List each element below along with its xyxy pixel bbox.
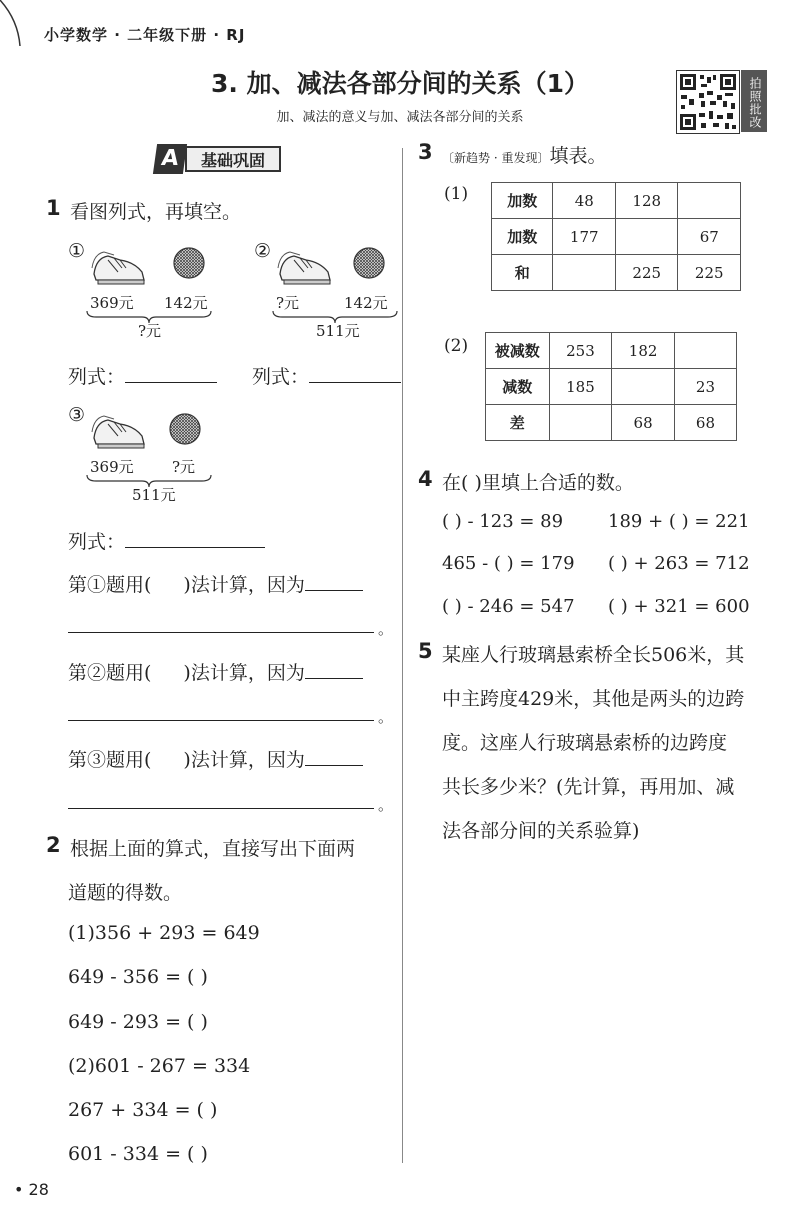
subtraction-table xyxy=(485,332,737,441)
question-4-prompt: 在( )里填上合适的数。 xyxy=(442,472,634,494)
figure-3-marker: ③ xyxy=(68,404,86,426)
reason-3: 第③题用( )法计算，因为 xyxy=(68,745,363,772)
figure-1-right-price: 142元 xyxy=(164,294,208,312)
figure-2-left-price: ?元 xyxy=(276,294,300,312)
table-cell-blank[interactable] xyxy=(549,405,612,441)
reason-3-period: 。 xyxy=(378,796,394,814)
question-3-prompt: 填表。 xyxy=(549,145,607,167)
question-1-prompt: 看图列式，再填空。 xyxy=(70,201,242,223)
question-4-number: 4 xyxy=(418,467,433,491)
figure-1 xyxy=(68,240,218,340)
table-2-label: (2) xyxy=(444,336,469,356)
question-5-line-5: 法各部分间的关系验算) xyxy=(442,820,640,842)
question-2-number: 2 xyxy=(46,833,61,857)
table-row xyxy=(486,333,737,369)
q4-item[interactable]: ( ) - 123 = 89 xyxy=(442,511,564,532)
qr-code-icon[interactable] xyxy=(676,70,740,134)
question-3-tag: 〔新趋势 · 重发现〕 xyxy=(442,151,550,165)
section-label: 基础巩固 xyxy=(185,146,281,172)
table-row xyxy=(492,183,741,219)
table-cell: 差 xyxy=(486,405,550,441)
reason-2: 第②题用( )法计算，因为 xyxy=(68,658,363,685)
figure-1-marker: ① xyxy=(68,240,86,262)
q4-item[interactable]: ( ) + 321 = 600 xyxy=(608,596,750,617)
sneakers-icon xyxy=(276,246,334,286)
ball-icon xyxy=(352,246,386,280)
question-5-line-2: 中主跨度429米，其他是两头的边跨 xyxy=(442,688,745,710)
table-cell: 182 xyxy=(612,333,675,369)
table-row xyxy=(492,219,741,255)
figure-3-right-price: ?元 xyxy=(172,458,196,476)
table-cell: 减数 xyxy=(486,369,550,405)
question-5-line-1: 某座人行玻璃悬索桥全长506米，其 xyxy=(442,644,745,666)
question-2-prompt-line-1: 根据上面的算式，直接写出下面两 xyxy=(70,838,356,860)
formula-label-2: 列式： xyxy=(252,362,401,389)
table-cell: 253 xyxy=(549,333,612,369)
figure-1-left-price: 369元 xyxy=(90,294,134,312)
figure-1-total: ?元 xyxy=(138,322,162,340)
q2-line-3[interactable]: 649 - 293 = ( ) xyxy=(68,1011,208,1033)
book-header: 小学数学 · 二年级下册 · RJ xyxy=(44,26,246,44)
page-number: • 28 xyxy=(14,1180,49,1199)
table-cell-blank[interactable] xyxy=(615,219,678,255)
table-row xyxy=(492,255,741,291)
q2-line-4: (2)601 - 267 = 334 xyxy=(68,1055,251,1077)
formula-answer-2[interactable] xyxy=(309,382,401,383)
question-5-line-3: 度。这座人行玻璃悬索桥的边跨度 xyxy=(442,732,728,754)
question-1-number: 1 xyxy=(46,196,61,220)
formula-label-1: 列式： xyxy=(68,362,217,389)
q4-item[interactable]: ( ) - 246 = 547 xyxy=(442,596,575,617)
figure-3-left-price: 369元 xyxy=(90,458,134,476)
ball-icon xyxy=(168,412,202,446)
question-5-line-4: 共长多少米？(先计算，再用加、减 xyxy=(442,776,735,798)
q2-line-2[interactable]: 649 - 356 = ( ) xyxy=(68,966,208,988)
table-cell: 被减数 xyxy=(486,333,550,369)
q2-line-1: (1)356 + 293 = 649 xyxy=(68,922,260,944)
table-cell: 67 xyxy=(678,219,741,255)
corner-mark xyxy=(0,0,22,46)
formula-answer-1[interactable] xyxy=(125,382,217,383)
section-badge xyxy=(155,144,283,174)
figure-2-total: 511元 xyxy=(316,322,360,340)
question-5-number: 5 xyxy=(418,639,433,663)
table-cell: 和 xyxy=(492,255,553,291)
reason-1-period: 。 xyxy=(378,620,394,638)
figure-2-right-price: 142元 xyxy=(344,294,388,312)
figure-2 xyxy=(254,240,404,340)
table-1-label: (1) xyxy=(444,184,469,204)
question-2-prompt-line-2: 道题的得数。 xyxy=(68,882,183,904)
formula-label-3: 列式： xyxy=(68,527,265,554)
table-cell-blank[interactable] xyxy=(553,255,616,291)
table-cell: 加数 xyxy=(492,183,553,219)
reason-3-line[interactable] xyxy=(68,808,374,809)
q4-item[interactable]: ( ) + 263 = 712 xyxy=(608,553,750,574)
sneakers-icon xyxy=(90,410,148,450)
figure-2-marker: ② xyxy=(254,240,272,262)
table-cell: 48 xyxy=(553,183,616,219)
question-3-number: 3 xyxy=(418,140,433,164)
table-cell: 68 xyxy=(674,405,736,441)
table-cell-blank[interactable] xyxy=(678,183,741,219)
photo-grading-tag: 拍照批改 xyxy=(741,70,767,132)
ball-icon xyxy=(172,246,206,280)
table-cell: 加数 xyxy=(492,219,553,255)
table-cell: 225 xyxy=(615,255,678,291)
table-cell: 23 xyxy=(674,369,736,405)
sneakers-icon xyxy=(90,246,148,286)
q4-item[interactable]: 465 - ( ) = 179 xyxy=(442,553,575,574)
figure-3-total: 511元 xyxy=(132,486,176,504)
table-row xyxy=(486,405,737,441)
q2-line-5[interactable]: 267 + 334 = ( ) xyxy=(68,1099,218,1121)
table-cell-blank[interactable] xyxy=(612,369,675,405)
page-title: 3. 加、减法各部分间的关系（1） xyxy=(211,69,589,98)
reason-2-line[interactable] xyxy=(68,720,374,721)
q4-item[interactable]: 189 + ( ) = 221 xyxy=(608,511,750,532)
reason-1-answer[interactable] xyxy=(305,590,363,591)
table-cell: 185 xyxy=(549,369,612,405)
section-letter: A xyxy=(153,144,187,174)
table-cell: 68 xyxy=(612,405,675,441)
reason-2-answer[interactable] xyxy=(305,678,363,679)
page-subtitle: 加、减法的意义与加、减法各部分间的关系 xyxy=(276,110,524,125)
question-3-header xyxy=(442,141,606,168)
reason-2-period: 。 xyxy=(378,708,394,726)
reason-3-answer[interactable] xyxy=(305,765,363,766)
table-cell: 225 xyxy=(678,255,741,291)
table-row xyxy=(486,369,737,405)
q2-line-6[interactable]: 601 - 334 = ( ) xyxy=(68,1143,208,1165)
table-cell-blank[interactable] xyxy=(674,333,736,369)
formula-answer-3[interactable] xyxy=(125,547,265,548)
reason-1-line[interactable] xyxy=(68,632,374,633)
reason-1: 第①题用( )法计算，因为 xyxy=(68,570,363,597)
table-cell: 177 xyxy=(553,219,616,255)
figure-3 xyxy=(68,404,218,504)
table-cell: 128 xyxy=(615,183,678,219)
addition-table xyxy=(491,182,741,291)
